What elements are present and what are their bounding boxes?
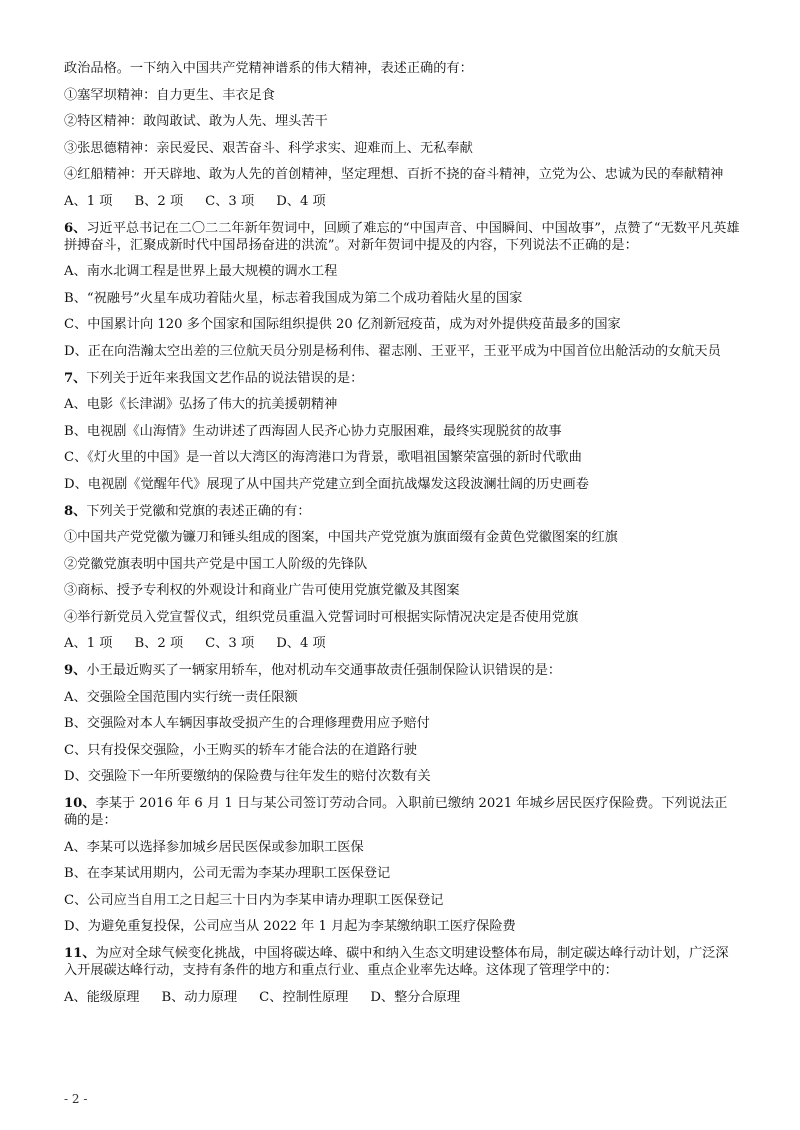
q6-stem-text: 习近平总书记在二〇二二年新年贺词中，回顾了难忘的“中国声音、中国瞬间、中国故事”，点赞了“无数平凡英雄拼搏奋斗，汇聚成新时代中国昂扬奋进的洪流”。对新年贺词中提及的内容，下列说法不正确的是： — [64, 220, 740, 253]
q6-option-d: D、正在向浩瀚太空出差的三位航天员分别是杨利伟、翟志刚、王亚平，王亚平成为中国首位出舱活动的女航天员 — [64, 343, 721, 359]
q11-number: 11、 — [64, 946, 96, 961]
q8-option-a: A、1 项 — [64, 636, 113, 652]
q8-option-c: C、3 项 — [205, 636, 255, 652]
q10-stem — [64, 795, 740, 829]
q5-item-1: ①塞罕坝精神：自力更生、丰衣足食 — [64, 87, 275, 103]
q5-option-a: A、1 项 — [64, 193, 113, 209]
q9-stem — [64, 662, 740, 679]
q7-number: 7、 — [64, 370, 87, 386]
q7-option-a: A、电影《长津湖》弘扬了伟大的抗美援朝精神 — [64, 397, 338, 413]
q8-option-b: B、2 项 — [134, 636, 184, 652]
q10-option-b: B、在李某试用期内，公司无需为李某办理职工医保登记 — [64, 866, 391, 882]
q8-options — [64, 635, 740, 652]
q6-stem — [64, 220, 740, 254]
q11-stem — [64, 945, 740, 979]
intro-text: 政治品格。一下纳入中国共产党精神谱系的伟大精神，表述正确的有： — [64, 61, 473, 76]
q8-number: 8、 — [64, 503, 87, 519]
q10-option-c: C、公司应当自用工之日起三十日内为李某申请办理职工医保登记 — [64, 892, 444, 908]
q11-option-c: C、控制性原理 — [259, 989, 349, 1005]
q5-option-c: C、3 项 — [205, 193, 255, 209]
q5-item-3: ③张思德精神：亲民爱民、艰苦奋斗、科学求实、迎难而上、无私奉献 — [64, 140, 473, 156]
q8-item-1: ①中国共产党党徽为镰刀和锤头组成的图案，中国共产党党旗为旗面缀有金黄色党徽图案的红旗 — [64, 530, 618, 546]
q9-option-c: C、只有投保交强险，小王购买的轿车才能合法的在道路行驶 — [64, 742, 417, 758]
exam-page — [64, 60, 740, 1015]
q8-item-3: ③商标、授予专利权的外观设计和商业广告可使用党旗党徽及其图案 — [64, 583, 460, 599]
q5-option-b: B、2 项 — [134, 193, 184, 209]
q9-option-b: B、交强险对本人车辆因事故受损产生的合理修理费用应予赔付 — [64, 716, 430, 732]
q6-number: 6、 — [64, 220, 87, 236]
q8-item-4: ④举行新党员入党宣誓仪式，组织党员重温入党誓词时可根据实际情况决定是否使用党旗 — [64, 609, 579, 625]
q7-stem-text: 下列关于近年来我国文艺作品的说法错误的是： — [86, 370, 364, 386]
q5-options — [64, 193, 740, 210]
q6-option-a: A、南水北调工程是世界上最大规模的调水工程 — [64, 264, 338, 280]
q11-options — [64, 989, 740, 1006]
q5-item-4: ④红船精神：开天辟地、敢为人先的首创精神，坚定理想、百折不挠的奋斗精神，立党为公、忠诚为民的奉献精神 — [64, 167, 724, 183]
q10-number: 10、 — [64, 796, 96, 812]
q11-option-d: D、整分合原理 — [370, 989, 461, 1005]
q9-option-a: A、交强险全国范围内实行统一责任限额 — [64, 689, 298, 705]
q8-item-2: ②党徽党旗表明中国共产党是中国工人阶级的先锋队 — [64, 556, 368, 572]
q10-option-d: D、为避免重复投保，公司应当从 2022 年 1 月起为李某缴纳职工医疗保险费 — [64, 919, 516, 935]
q11-stem-text: 为应对全球气候变化挑战，中国将碳达峰、碳中和纳入生态文明建设整体布局，制定碳达峰行动计划，广泛深入开展碳达峰行动，支持有条件的地方和重点行业、重点企业率先达峰。这体现了管理学中的： — [64, 946, 729, 978]
q8-option-d: D、4 项 — [276, 636, 326, 652]
q6-option-c: C、中国累计向 120 多个国家和国际组织提供 20 亿剂新冠疫苗，成为对外提供疫苗最多的国家 — [64, 317, 621, 333]
q7-option-d: D、电视剧《觉醒年代》展现了从中国共产党建立到全面抗战爆发这段波澜壮阔的历史画卷 — [64, 476, 589, 492]
q6-option-b: B、“祝融号”火星车成功着陆火星，标志着我国成为第二个成功着陆火星的国家 — [64, 290, 523, 306]
q7-stem — [64, 370, 740, 387]
q5-option-d: D、4 项 — [276, 193, 326, 209]
q10-stem-text: 李某于 2016 年 6 月 1 日与某公司签订劳动合同。入职前已缴纳 2021 年城乡居民医疗保险费。下列说法正确的是： — [64, 796, 728, 829]
q11-option-a: A、能级原理 — [64, 989, 140, 1005]
q9-stem-text: 小王最近购买了一辆家用轿车，他对机动车交通事故责任强制保险认识错误的是： — [86, 663, 562, 679]
q7-option-b: B、电视剧《山海情》生动讲述了西海固人民齐心协力克服困难，最终实现脱贫的故事 — [64, 423, 562, 439]
q8-stem-text: 下列关于党徽和党旗的表述正确的有： — [86, 503, 311, 519]
q11-option-b: B、动力原理 — [161, 989, 238, 1005]
q9-option-d: D、交强险下一年所要缴纳的保险费与往年发生的赔付次数有关 — [64, 769, 431, 785]
q9-number: 9、 — [64, 663, 87, 679]
q5-item-2: ②特区精神：敢闯敢试、敢为人先、埋头苦干 — [64, 114, 328, 130]
page-number: - 2 - — [64, 1092, 88, 1106]
q10-option-a: A、李某可以选择参加城乡居民医保或参加职工医保 — [64, 839, 364, 855]
q8-stem — [64, 503, 740, 520]
q7-option-c: C、《灯火里的中国》是一首以大湾区的海湾港口为背景，歌唱祖国繁荣富强的新时代歌曲 — [64, 450, 582, 466]
